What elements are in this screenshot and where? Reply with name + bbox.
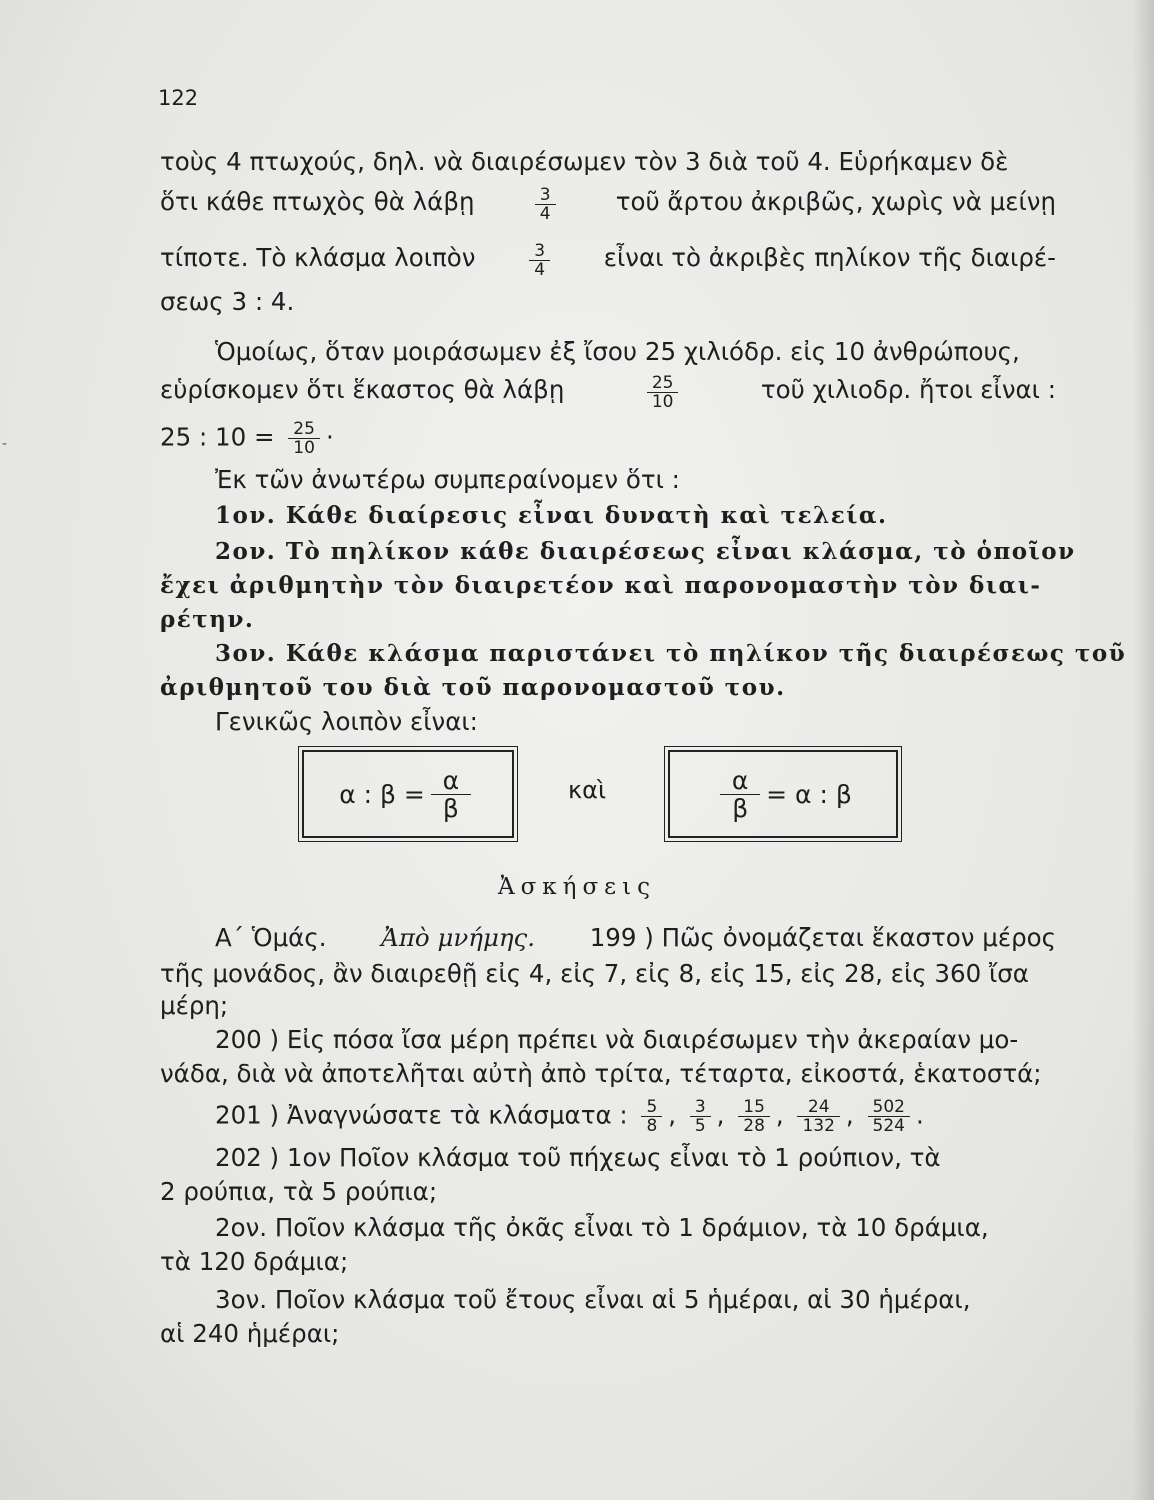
- text-segment: 25 : 10 =: [160, 422, 275, 452]
- fraction-numerator: 3: [534, 241, 546, 261]
- fraction-item: [797, 1098, 839, 1135]
- fraction-denominator: 524: [868, 1116, 910, 1135]
- text-line: Ἐκ τῶν ἀνωτέρω συμπεραίνομεν ὅτι :: [215, 465, 680, 494]
- fraction-numerator: α: [442, 765, 460, 795]
- exercise-202-line: 3ον. Ποῖον κλάσμα τοῦ ἔτους εἶναι αἱ 5 ἡμέραι, αἱ 30 ἡμέραι,: [215, 1285, 971, 1314]
- formula-conjunction: καὶ: [568, 776, 607, 804]
- text-line: [160, 374, 1056, 411]
- formula-box-left: [302, 750, 514, 838]
- exercise-202-line: 202 ) 1ον Ποῖον κλάσμα τοῦ πήχεως εἶναι τὸ 1 ρούπιον, τὰ: [215, 1143, 941, 1172]
- exercise-199-line: τῆς μονάδος, ἂν διαιρεθῇ εἰς 4, εἰς 7, εἰς 8, εἰς 15, εἰς 28, εἰς 360 ἴσα: [160, 959, 1029, 988]
- exercise-199-line: [215, 922, 1056, 954]
- rule-3-line: ἀριθμητοῦ του διὰ τοῦ παρονομαστοῦ του.: [160, 674, 786, 701]
- exercises-heading: Ἀσκήσεις: [498, 874, 656, 900]
- fraction-denominator: 8: [641, 1116, 662, 1135]
- rule-2-line: ἔχει ἀριθμητὴν τὸν διαιρετέον καὶ παρονομαστὴν τὸν διαι-: [160, 572, 1042, 599]
- fraction-denominator: 10: [288, 438, 320, 457]
- exercise-202-line: τὰ 120 δράμια;: [160, 1247, 349, 1276]
- fraction-denominator: 4: [535, 204, 556, 223]
- fraction-numerator: 5: [646, 1097, 658, 1117]
- fraction-25-10: [647, 374, 679, 411]
- fraction-numerator: 25: [293, 419, 315, 439]
- text-segment: 199 ) Πῶς ὀνομάζεται ἕκαστον μέρος: [589, 923, 1056, 952]
- group-subtitle: Ἀπὸ μνήμης.: [381, 923, 536, 952]
- fraction-numerator: 15: [743, 1097, 765, 1117]
- fraction-item: [868, 1098, 910, 1135]
- fraction-item: [738, 1098, 770, 1135]
- text-line: Γενικῶς λοιπὸν εἶναι:: [215, 707, 478, 736]
- text-line: [160, 242, 1056, 279]
- fraction-numerator: 3: [539, 185, 551, 205]
- formula-lhs: α : β =: [339, 779, 425, 809]
- fraction-denominator: 10: [647, 392, 679, 411]
- fraction-denominator: β: [720, 794, 760, 822]
- fraction-numerator: α: [731, 765, 749, 795]
- fraction-numerator: 3: [694, 1097, 706, 1117]
- fraction-25-10: [288, 420, 320, 457]
- text-segment: τοῦ χιλιοδρ. ἤτοι εἶναι :: [760, 375, 1056, 404]
- group-label: Α΄ Ὁμάς.: [215, 923, 327, 952]
- exercise-199-line: μέρη;: [160, 991, 229, 1020]
- fraction-numerator: 25: [651, 373, 674, 393]
- formula-fraction: [720, 767, 760, 822]
- fraction-item: [690, 1098, 711, 1135]
- page-number: 122: [158, 86, 199, 110]
- rule-2-line: ρέτην.: [160, 606, 255, 633]
- text-segment: ὅτι κάθε πτωχὸς θὰ λάβῃ: [160, 187, 475, 216]
- formula-box-right: [668, 750, 898, 838]
- page-edge-shadow: [1132, 0, 1154, 1500]
- fraction-denominator: β: [431, 794, 471, 822]
- formula-rhs: = α : β: [766, 779, 852, 809]
- text-segment: τοῦ ἄρτου ἀκριβῶς, χωρὶς νὰ μείνῃ: [615, 187, 1056, 216]
- rule-1: 1ον. Κάθε διαίρεσις εἶναι δυνατὴ καὶ τελεία.: [215, 502, 888, 529]
- formula-fraction: [431, 767, 471, 822]
- exercise-202-line: 2ον. Ποῖον κλάσμα τῆς ὀκᾶς εἶναι τὸ 1 δράμιον, τὰ 10 δράμια,: [215, 1213, 989, 1242]
- fraction-numerator: 24: [807, 1097, 830, 1117]
- fraction-3-4: [529, 242, 550, 279]
- text-segment: εἶναι τὸ ἀκριβὲς πηλίκον τῆς διαιρέ-: [603, 243, 1056, 272]
- exercise-200-line: 200 ) Εἰς πόσα ἴσα μέρη πρέπει νὰ διαιρέσωμεν τὴν ἀκεραίαν μο-: [215, 1025, 1019, 1054]
- rule-3-line: 3ον. Κάθε κλάσμα παριστάνει τὸ πηλίκον τῆς διαιρέσεως τοῦ: [215, 640, 1127, 667]
- margin-mark: -: [2, 436, 8, 452]
- exercise-202-line: 2 ρούπια, τὰ 5 ρούπια;: [160, 1177, 438, 1206]
- text-segment: εὑρίσκομεν ὅτι ἕκαστος θὰ λάβῃ: [160, 375, 565, 404]
- text-segment: 201 ) Ἀναγνώσατε τὰ κλάσματα :: [215, 1100, 628, 1130]
- fraction-denominator: 28: [738, 1116, 770, 1135]
- fraction-numerator: 502: [872, 1097, 905, 1117]
- fraction-3-4: [535, 186, 556, 223]
- fraction-denominator: 4: [529, 260, 550, 279]
- text-line: Ὁμοίως, ὅταν μοιράσωμεν ἐξ ἴσου 25 χιλιόδρ. εἰς 10 ἀνθρώπους,: [215, 337, 1020, 366]
- fraction-denominator: 5: [690, 1116, 711, 1135]
- text-line: [160, 186, 1056, 223]
- exercise-201-line: 201 ) Ἀναγνώσατε τὰ κλάσματα : $\frac{5}{8}$ , $\frac{3}{5}$ , $\frac{15}{28}$ , $\frac{24}{132}$ , $\frac{502}{524}$ .: [215, 1097, 924, 1136]
- text-line: 25 : 10 = $\frac{25}{10}$ ·: [160, 419, 334, 458]
- exercise-200-line: νάδα, διὰ νὰ ἀποτελῆται αὐτὴ ἀπὸ τρίτα, τέταρτα, εἰκοστά, ἑκατοστά;: [160, 1059, 1042, 1088]
- rule-2-line: 2ον. Τὸ πηλίκον κάθε διαιρέσεως εἶναι κλάσμα, τὸ ὁποῖον: [215, 538, 1076, 565]
- text-line: τοὺς 4 πτωχούς, δηλ. νὰ διαιρέσωμεν τὸν 3 διὰ τοῦ 4. Εὑρήκαμεν δὲ: [160, 147, 1009, 176]
- text-segment: τίποτε. Τὸ κλάσμα λοιπὸν: [160, 243, 476, 272]
- text-line: σεως 3 : 4.: [160, 287, 295, 316]
- exercise-202-line: αἱ 240 ἡμέραι;: [160, 1319, 340, 1348]
- fraction-denominator: 132: [797, 1116, 839, 1135]
- fraction-item: [641, 1098, 662, 1135]
